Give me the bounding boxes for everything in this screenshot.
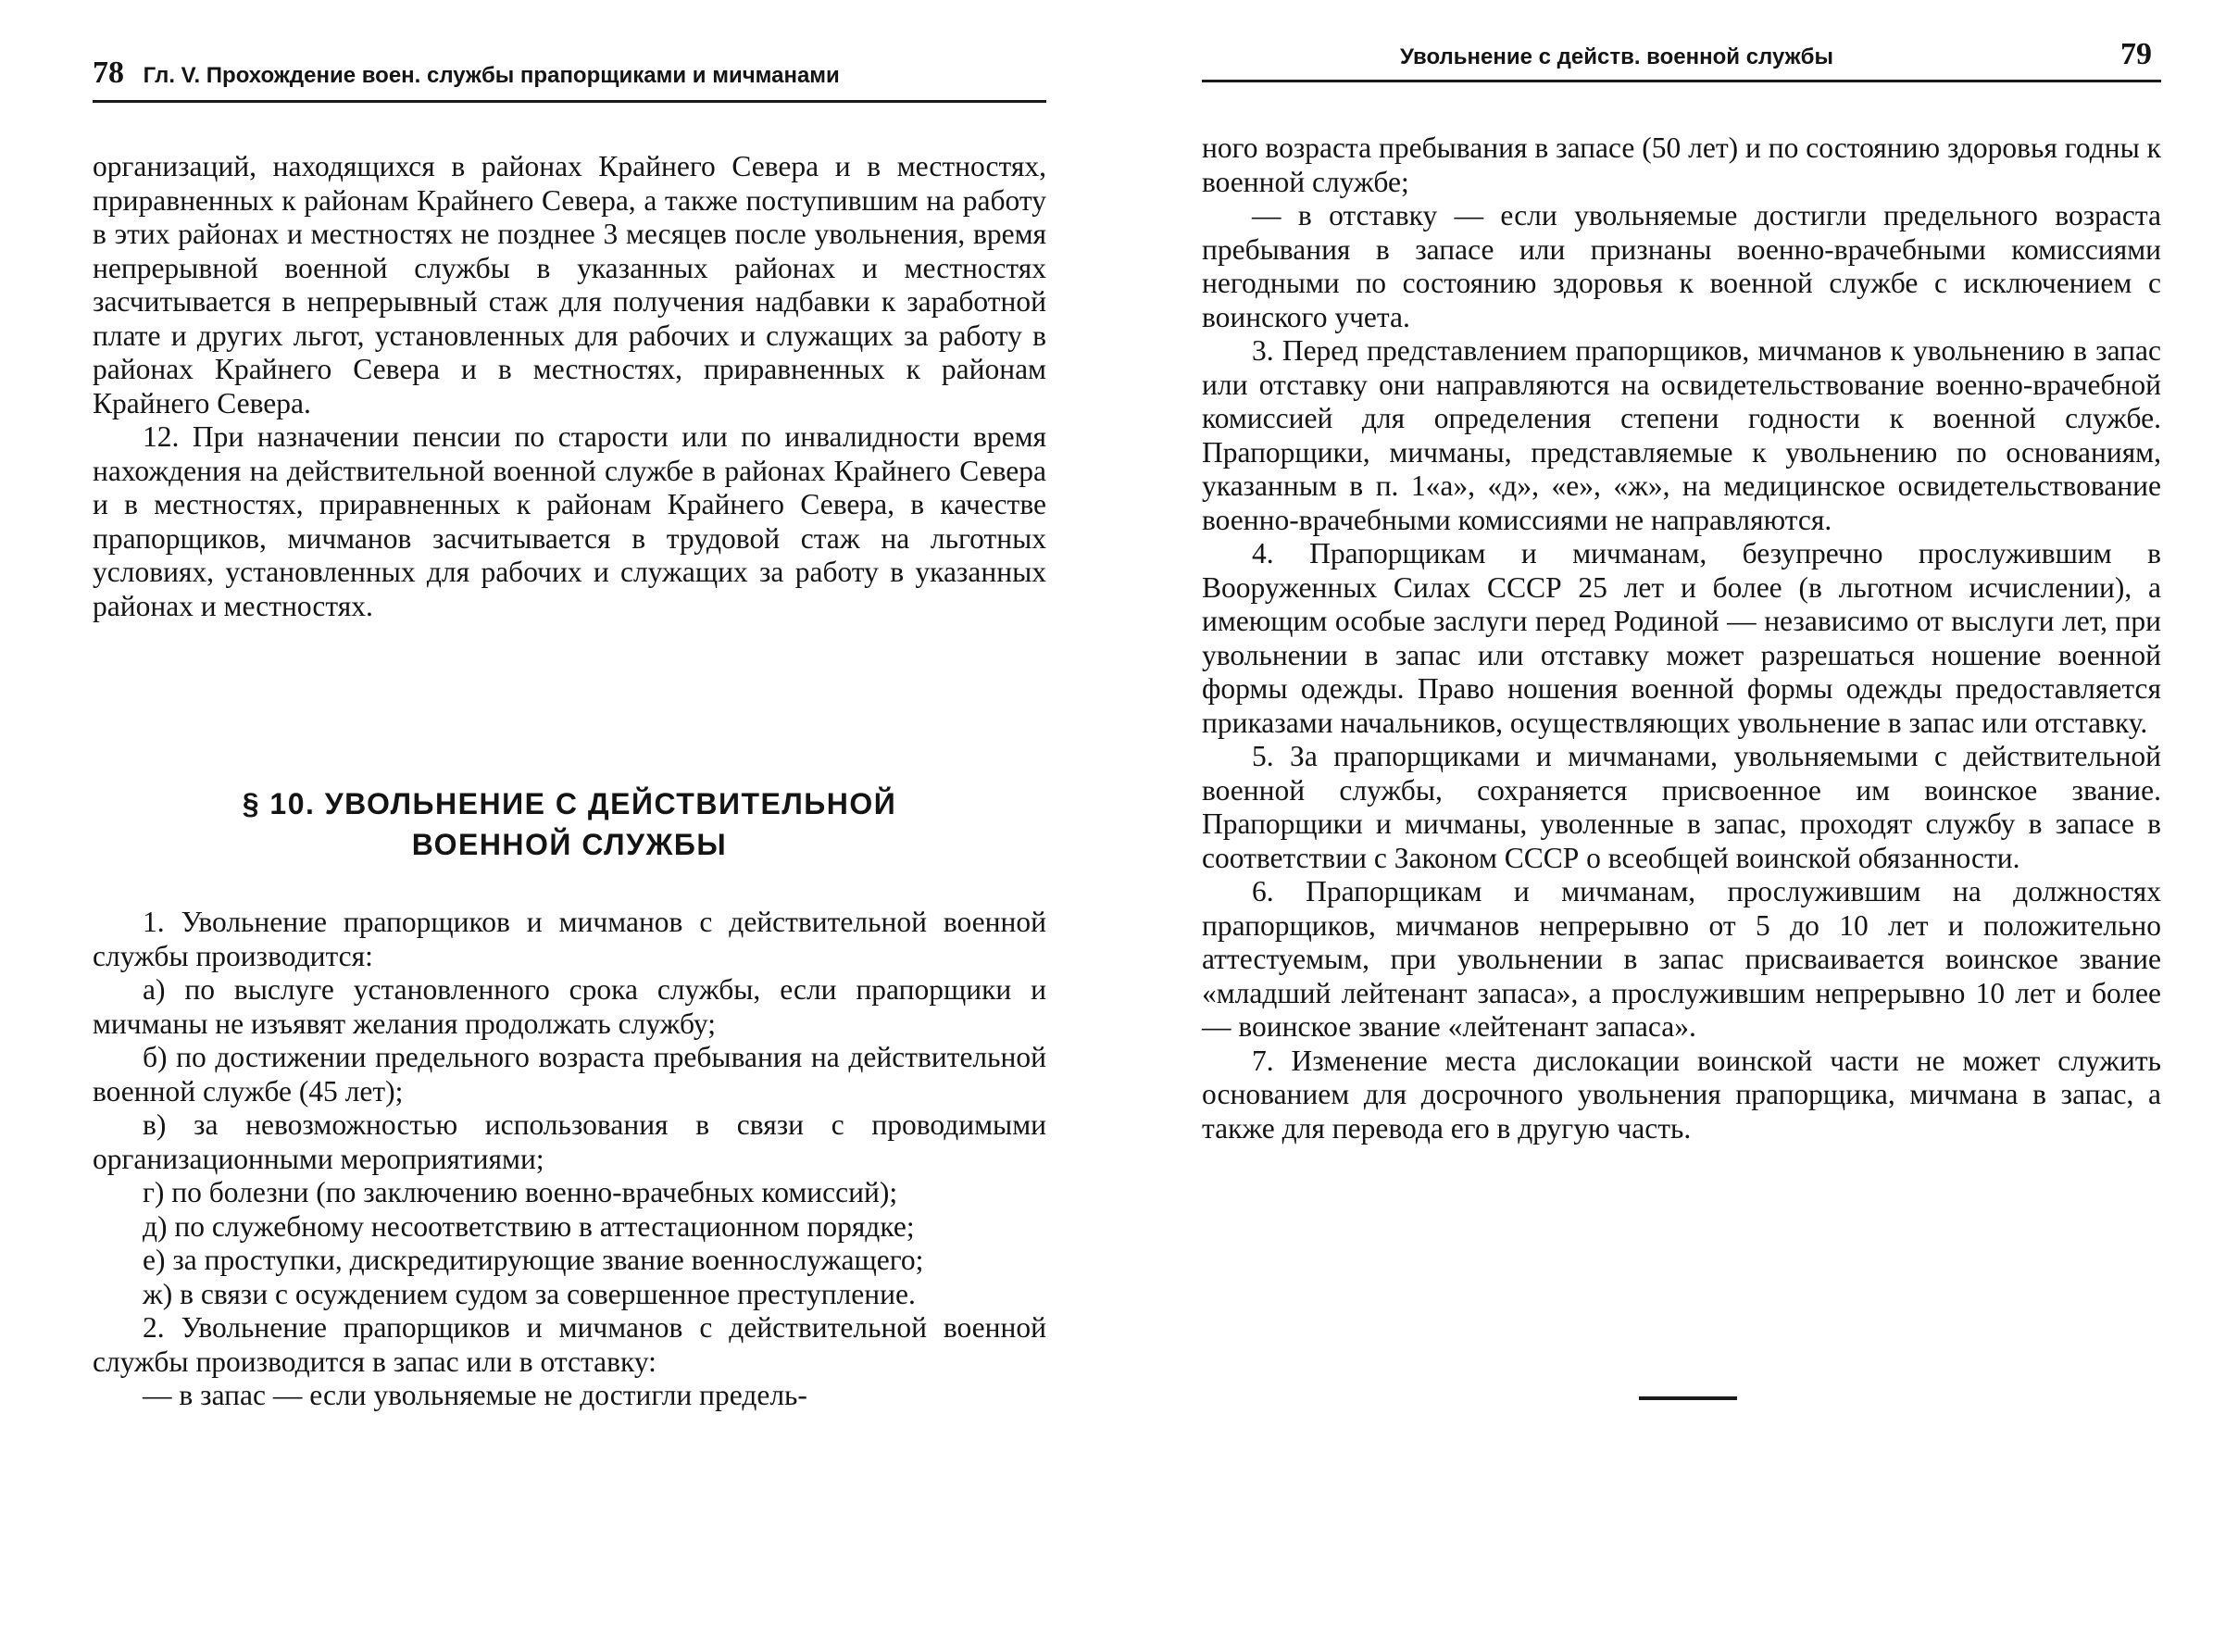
paragraph: в) за невозможностью использования в связи с проводимыми организационными мероприятиями;: [93, 1108, 1046, 1175]
paragraph: 3. Перед представлением прапорщиков, мичманов к увольнению в запас или отставку они направляются на освидетельствование военно-врачебной комиссией для определения степени годности к военной службе. Прапорщики, мичманы, представляемые к увольнению по основаниям, указанным в п. 1«а», «д», «е», «ж», на медицинское освидетельствование военно-врачебными комиссиями не направляются.: [1202, 334, 2161, 536]
left-page: [93, 0, 1046, 1652]
paragraph: — в отставку — если увольняемые достигли предельного возраста пребывания в запасе или признаны военно-врачебными комиссиями негодными по состоянию здоровья к военной службе с исключением с воинского учета.: [1202, 199, 2161, 333]
paragraph: г) по болезни (по заключению военно-врачебных комиссий);: [143, 1176, 898, 1208]
right-header-rule: [1202, 80, 2161, 82]
right-running-title: Увольнение с действ. военной службы: [1400, 44, 1833, 69]
paragraph: ного возраста пребывания в запасе (50 лет) и по состоянию здоровья годны к военной службе;: [1202, 131, 2161, 198]
left-running-title: Гл. V. Прохождение воен. службы прапорщиками и мичманами: [143, 63, 840, 88]
paragraph: б) по достижении предельного возраста пребывания на действительной военной службе (45 лет);: [93, 1041, 1046, 1108]
paragraph: а) по выслуге установленного срока службы, если прапорщики и мичманы не изъявят желания продолжать службу;: [93, 973, 1046, 1040]
paragraph: 12. При назначении пенсии по старости или по инвалидности время нахождения на действительной военной службе в районах Крайнего Севера и в местностях, приравненных к районам Крайнего Севера, в качестве прапорщиков, мичманов засчитывается в трудовой стаж на льготных условиях, установленных для рабочих и служащих за работу в указанных районах и местностях.: [93, 420, 1046, 622]
section-heading: [93, 783, 1046, 865]
paragraph: е) за проступки, дискредитирующие звание военнослужащего;: [143, 1244, 924, 1276]
paragraph: организаций, находящихся в районах Крайнего Севера и в местностях, приравненных к районам Крайнего Севера, а также поступившим на работу в этих районах и местностях не позднее 3 месяцев после увольнения, время непрерывной военной службы в указанных районах и местностях засчитывается в непрерывный стаж для получения надбавки к заработной плате и других льгот, установленных для рабочих и служащих за работу в районах Крайнего Севера и в местностях, приравненных к районам Крайнего Севера.: [93, 150, 1046, 419]
paragraph: 7. Изменение места дислокации воинской части не может служить основанием для досрочного увольнения прапорщика, мичмана в запас, а также для перевода его в другую часть.: [1202, 1044, 2161, 1145]
left-running-head: [93, 56, 1046, 91]
left-header-rule: [93, 100, 1046, 103]
left-page-number: 78: [93, 56, 124, 90]
paragraph: — в запас — если увольняемые не достигли предель-: [143, 1379, 807, 1411]
paragraph: д) по служебному несоответствию в аттестационном порядке;: [143, 1209, 915, 1243]
section-body-text: [93, 906, 1046, 1413]
right-page: [1202, 0, 2161, 1652]
chapter-end-rule: [1639, 1396, 1737, 1400]
right-body-text: [1202, 131, 2161, 1145]
paragraph: ж) в связи с осуждением судом за совершенное преступление.: [143, 1277, 916, 1310]
paragraph: 1. Увольнение прапорщиков и мичманов с действительной военной службы производится:: [93, 906, 1046, 972]
paragraph: 4. Прапорщикам и мичманам, безупречно прослужившим в Вооруженных Силах СССР 25 лет и более (в льготном исчислении), а имеющим особые заслуги перед Родиной — независимо от выслуги лет, при увольнении в запас или отставку может разрешаться ношение военной формы одежды. Право ношения военной формы одежды предоставляется приказами начальников, осуществляющих увольнение в запас или отставку.: [1202, 537, 2161, 739]
left-body-text: [93, 150, 1046, 623]
paragraph: 6. Прапорщикам и мичманам, прослужившим на должностях прапорщиков, мичманов непрерывно от 5 до 10 лет и положительно аттестуемым, при увольнении в запас присваивается воинское звание «младший лейтенант запаса», а прослужившим непрерывно 10 лет и более — воинское звание «лейтенант запаса».: [1202, 875, 2161, 1043]
right-page-number: 79: [2120, 37, 2152, 71]
paragraph: 5. За прапорщиками и мичманами, увольняемыми с действительной военной службы, сохраняется присвоенное им воинское звание. Прапорщики и мичманы, уволенные в запас, проходят службу в запасе в соответствии с Законом СССР о всеобщей воинской обязанности.: [1202, 740, 2161, 874]
section-heading-line-1: § 10. УВОЛЬНЕНИЕ С ДЕЙСТВИТЕЛЬНОЙ: [242, 787, 897, 820]
section-heading-line-2: ВОЕННОЙ СЛУЖБЫ: [411, 828, 728, 861]
paragraph: 2. Увольнение прапорщиков и мичманов с действительной военной службы производится в запас или в отставку:: [93, 1311, 1046, 1378]
